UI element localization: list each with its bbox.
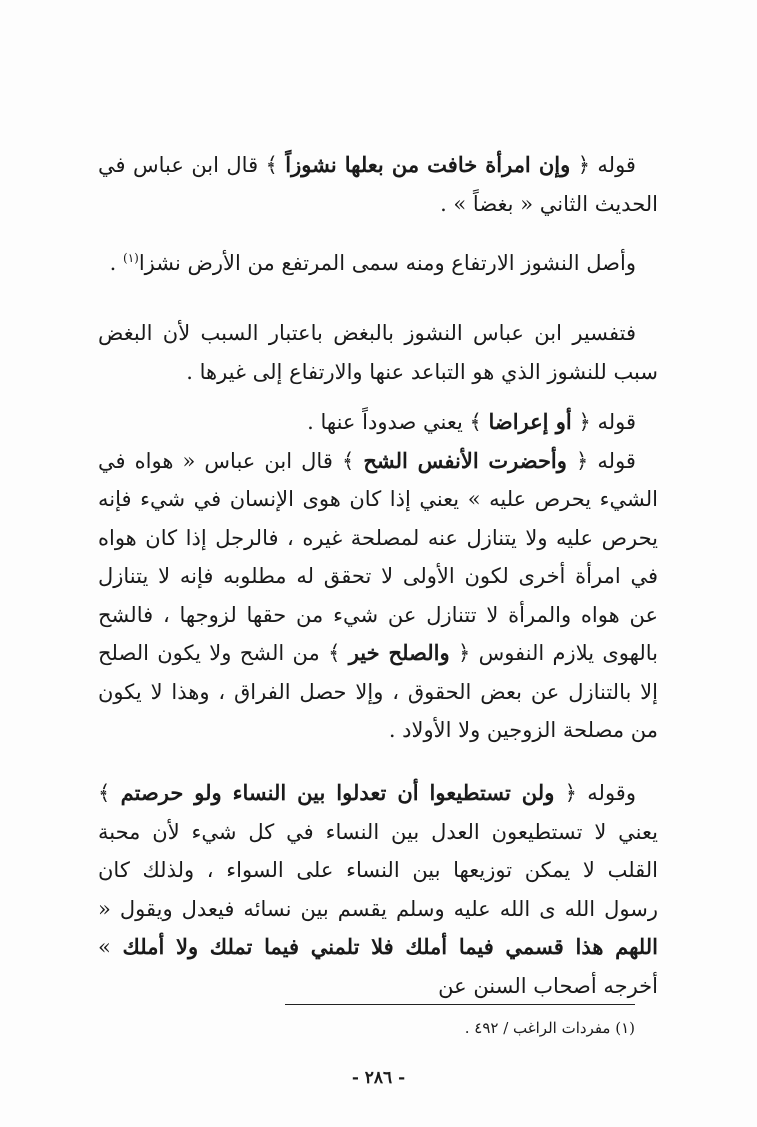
- hadith-text: اللهم هذا قسمي فيما أملك فلا تلمني فيما تملك ولا أملك: [110, 934, 658, 959]
- paragraph-shuhh: [98, 403, 658, 750]
- quran-verse-text: ولن تستطيعوا أن تعدلوا بين النساء ولو حرصتم: [120, 780, 555, 805]
- text-run: ﴾ من الشح ولا يكون الصلح إلا بالتنازل عن بعض الحقوق ، وإلا حصل الفراق ، وهذا لا يكون من مصلحة الزوجين ولا الأولاد .: [98, 641, 658, 742]
- text-run: قوله ﴿: [576, 448, 636, 473]
- text-run: فتفسير ابن عباس النشوز بالبغض باعتبار السبب لأن البغض سبب للنشوز الذي هو التباعد عنها والارتفاع إلى غيرها .: [98, 321, 658, 384]
- footnote-reference: (١): [123, 251, 139, 265]
- text-run: وأصل النشوز الارتفاع ومنه سمى المرتفع من الأرض نشزا: [138, 251, 636, 275]
- paragraph-ibn-abbas-tafsir: [98, 314, 658, 391]
- quran-verse-text: والصلح خير: [348, 640, 450, 665]
- quran-verse-text: أو إعراضا: [488, 409, 572, 434]
- line-iradan: [98, 403, 658, 442]
- text-run: .: [109, 251, 123, 275]
- text-run: ﴾ قال ابن عباس « هواه في الشيء يحرص عليه » يعني إذا كان هوى الإنسان في شيء فإنه يحرص عليه ولا يتنازل عنه لمصلحة غيره ، فالرجل إذا كان هواه في امرأة أخرى لكون الأولى لا تحقق له مطلوبه فإنه لا يتنازل عن هواه والمرأة لا تتنازل عن شيء من حقها لزوجها ، فالشح بالهوى يلازم النفوس ﴿: [98, 448, 658, 665]
- text-run: ﴾ قال ابن عباس في الحديث الثاني « بغضاً » .: [98, 153, 658, 216]
- text-run: وقوله ﴿: [564, 781, 636, 805]
- paragraph-nushuz-origin: [98, 244, 658, 283]
- text-run: ﴾ يعني لا تستطيعون العدل بين النساء في كل شيء لأن محبة القلب لا يمكن توزيعها بين النساء على السواء ، ولذلك كان رسول الله ى الله عليه وسلم يقسم بين نسائه فيعدل ويقول «: [98, 781, 658, 921]
- footnote-divider: [285, 1004, 635, 1005]
- paragraph-nushuz-verse: [98, 146, 658, 223]
- footnote: (١) مفردات الراغب / ٤٩٢ .: [464, 1019, 635, 1037]
- page-number: - ٢٨٦ -: [351, 1068, 406, 1088]
- text-run: قوله ﴿: [577, 153, 636, 177]
- text-run: » أخرجه أصحاب السنن عن: [98, 935, 658, 998]
- paragraph-adl-bayna-annisa: [98, 774, 658, 1005]
- text-run: قوله ﴿: [578, 410, 636, 434]
- text-run: ﴾ يعني صدوداً عنها .: [307, 410, 482, 434]
- quran-verse-text: وأحضرت الأنفس الشح: [363, 447, 567, 473]
- quran-verse-text: وإن امرأة خافت من بعلها نشوزاً: [285, 152, 571, 177]
